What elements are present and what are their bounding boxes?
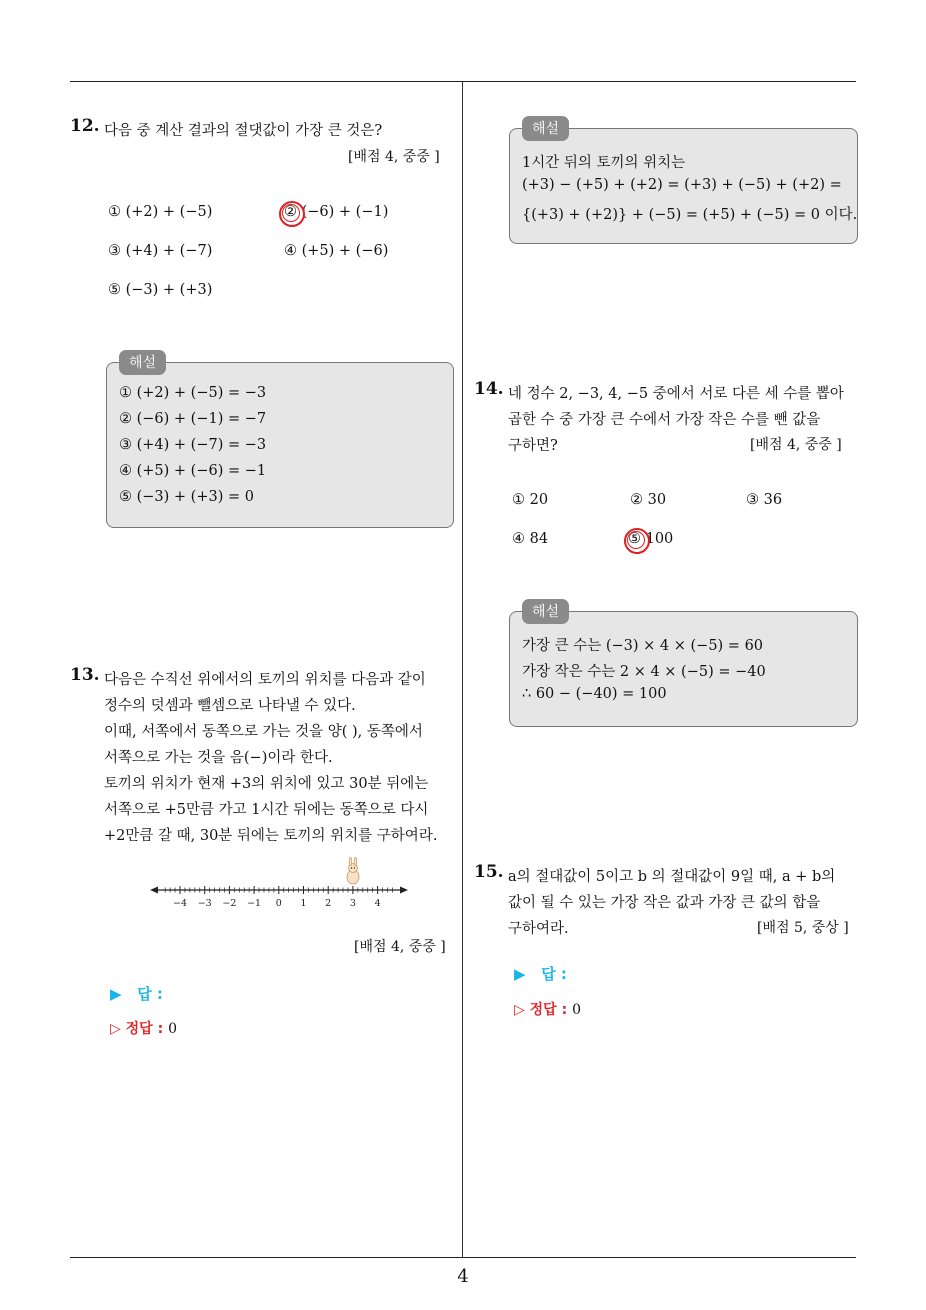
- solution-line: ∴ 60 − (−40) = 100: [522, 686, 667, 702]
- choice-1[interactable]: ① 20: [512, 492, 549, 508]
- choice-5[interactable]: ⑤ 100: [628, 531, 674, 547]
- correct-label: 정답 :: [125, 1021, 164, 1037]
- play-arrow-icon: ▶: [110, 985, 122, 1003]
- rabbit-icon: [347, 858, 359, 885]
- solution-line: ② (−6) + (−1) = −7: [119, 411, 267, 427]
- axis-tick-label: 2: [325, 898, 332, 909]
- outline-arrow-icon: ▷: [110, 1021, 121, 1037]
- correct-label: 정답 :: [529, 1002, 568, 1018]
- question-text: 다음 중 계산 결과의 절댓값이 가장 큰 것은?: [104, 123, 383, 139]
- answer-label: 답 :: [137, 985, 163, 1003]
- question-number: 14.: [474, 379, 504, 399]
- solution-line: 1시간 뒤의 토끼의 위치는: [522, 155, 686, 171]
- question-text-line: 곱한 수 중 가장 큰 수에서 가장 작은 수를 뺀 값을: [508, 412, 821, 428]
- solution-line: (+3) − (+5) + (+2) = (+3) + (−5) + (+2) =: [522, 177, 842, 193]
- axis-tick-label: 4: [374, 898, 381, 909]
- solution-tag: 해설: [522, 599, 569, 624]
- question-text-line: 이때, 서쪽에서 동쪽으로 가는 것을 양( ), 동쪽에서: [104, 724, 423, 740]
- question-number: 15.: [474, 862, 504, 882]
- play-arrow-icon: ▶: [514, 965, 526, 983]
- solution-line: ① (+2) + (−5) = −3: [119, 385, 267, 401]
- solution-tag: 해설: [522, 116, 569, 141]
- question-number: 12.: [70, 116, 100, 136]
- axis-tick-label: 1: [300, 898, 307, 909]
- correct-value: 0: [572, 1002, 581, 1018]
- question-text-line: 값이 될 수 있는 가장 작은 값과 가장 큰 값의 합을: [508, 895, 821, 911]
- score-label: [배점 4, 중중 ]: [354, 939, 446, 955]
- choice-3[interactable]: ③ (+4) + (−7): [108, 243, 213, 259]
- question-text-line: a의 절대값이 5이고 b 의 절대값이 9일 때, a + b의: [508, 869, 836, 885]
- question-text-line: 구하여라.: [508, 921, 569, 937]
- solution-line: 가장 큰 수는 (−3) × 4 × (−5) = 60: [522, 638, 764, 654]
- solution-line: ④ (+5) + (−6) = −1: [119, 463, 267, 479]
- question-text-line: 네 정수 2, −3, 4, −5 중에서 서로 다른 세 수를 뽑아: [508, 386, 844, 402]
- axis-tick-label: 3: [349, 898, 356, 909]
- column-divider: [462, 82, 463, 1258]
- axis-tick-label: −4: [172, 898, 188, 909]
- solution-box: [106, 355, 454, 528]
- bottom-rule: [70, 1257, 856, 1258]
- score-label: [배점 5, 중상 ]: [757, 920, 849, 936]
- choice-2[interactable]: ② (−6) + (−1): [284, 204, 389, 220]
- right-arrow-icon: [400, 887, 408, 894]
- number-line-figure: [150, 855, 410, 915]
- question-text-line: +2만큼 갈 때, 30분 뒤에는 토끼의 위치를 구하여라.: [104, 828, 438, 844]
- answer-label: 답 :: [541, 965, 567, 983]
- solution-line: 가장 작은 수는 2 × 4 × (−5) = −40: [522, 664, 766, 680]
- top-rule: [70, 81, 856, 82]
- correct-answer-row: [110, 1018, 177, 1038]
- choice-1[interactable]: ① (+2) + (−5): [108, 204, 213, 220]
- question-text-line: 토끼의 위치가 현재 +3의 위치에 있고 30분 뒤에는: [104, 776, 429, 792]
- score-label: [배점 4, 중중 ]: [750, 437, 842, 453]
- question-text-line: 서쪽으로 +5만큼 가고 1시간 뒤에는 동쪽으로 다시: [104, 802, 429, 818]
- axis-tick-label: 0: [275, 898, 282, 909]
- answer-circle-mark-inner: [282, 204, 300, 222]
- answer-row: [514, 963, 567, 984]
- page-number: 4: [457, 1266, 469, 1287]
- score-label: [배점 4, 중중 ]: [348, 149, 440, 165]
- axis-tick-label: −3: [197, 898, 212, 909]
- choice-4[interactable]: ④ (+5) + (−6): [284, 243, 389, 259]
- correct-value: 0: [168, 1021, 177, 1037]
- correct-answer-row: [514, 999, 581, 1019]
- solution-tag: 해설: [119, 350, 166, 375]
- question-text-line: 다음은 수직선 위에서의 토끼의 위치를 다음과 같이: [104, 672, 426, 688]
- question-text-line: 구하면?: [508, 438, 558, 454]
- choice-3[interactable]: ③ 36: [746, 492, 783, 508]
- number-line-labels: [173, 898, 381, 909]
- solution-box: [509, 604, 858, 727]
- choice-2[interactable]: ② 30: [630, 492, 667, 508]
- question-text-line: 서쪽으로 가는 것을 음(−)이라 한다.: [104, 750, 333, 766]
- solution-line: {(+3) + (+2)} + (−5) = (+5) + (−5) = 0 이다.: [522, 207, 858, 223]
- axis-tick-label: −2: [222, 898, 237, 909]
- left-arrow-icon: [150, 887, 158, 894]
- solution-line: ⑤ (−3) + (+3) = 0: [119, 489, 254, 505]
- solution-line: ③ (+4) + (−7) = −3: [119, 437, 267, 453]
- question-text-line: 정수의 덧셈과 뺄셈으로 나타낼 수 있다.: [104, 698, 356, 714]
- choice-5[interactable]: ⑤ (−3) + (+3): [108, 282, 213, 298]
- answer-row: [110, 983, 163, 1004]
- answer-circle-mark-inner: [627, 531, 645, 549]
- choice-4[interactable]: ④ 84: [512, 531, 549, 547]
- axis-tick-label: −1: [247, 898, 262, 909]
- question-number: 13.: [70, 665, 100, 685]
- outline-arrow-icon: ▷: [514, 1002, 525, 1018]
- solution-box: [509, 121, 858, 244]
